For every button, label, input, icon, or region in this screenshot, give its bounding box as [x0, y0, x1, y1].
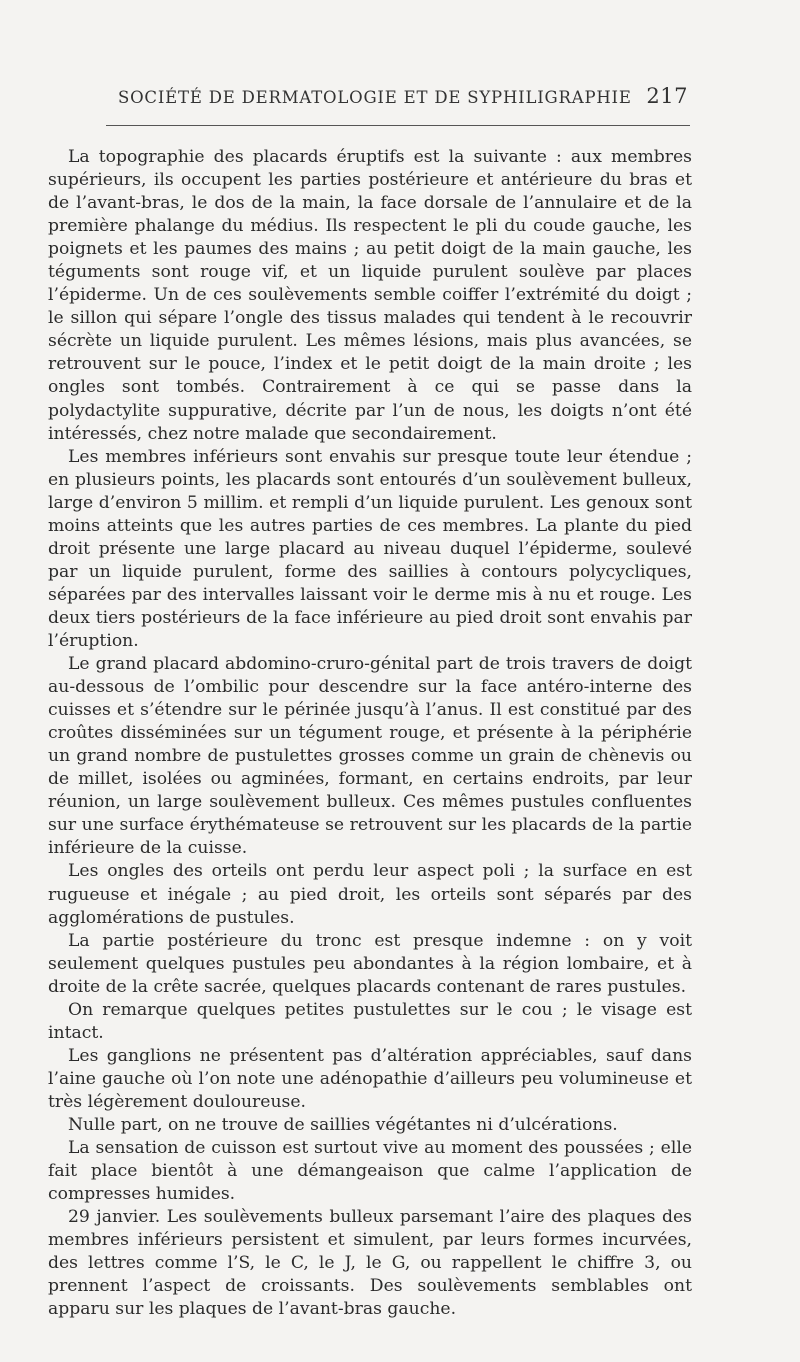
- paragraph-abdominal-placard: Le grand placard abdomino-cruro-génital part de trois travers de doigt au-dessous de l’ombilic pour descendre sur la face antéro-interne des cuisses et s’étendre sur le périnée jusqu’à l’anus. Il est constitué par des croûtes disséminées sur un tégument rouge, et présente à la périphérie un grand nombre de pustulettes grosses comme un grain de chènevis ou de millet, isolées ou agminées, formant, en certains endroits, par leur réunion, un large soulèvement bulleux. Ces mêmes pustules confluentes sur une surface érythémateuse se retrouvent sur les placards de la partie inférieure de la cuisse.: [48, 654, 692, 859]
- paragraph-ganglions: Les ganglions ne présentent pas d’altération appréciables, sauf dans l’aine gauche où l’on note une adénopathie d’ailleurs peu volumineuse et très légèrement douloureuse.: [48, 1045, 692, 1112]
- running-title: SOCIÉTÉ DE DERMATOLOGIE ET DE SYPHILIGRAPHIE: [118, 88, 632, 107]
- body-text: [48, 146, 692, 1321]
- paragraph-january-29: 29 janvier. Les soulèvements bulleux parsemant l’aire des plaques des membres inférieurs persistent et simulent, par leurs formes incurvées, des lettres comme l’S, le C, le J, le G, ou rappellent le chiffre 3, ou prennent l’aspect de croissants. Des soulèvements semblables ont apparu sur les plaques de l’avant-bras gauche.: [48, 1207, 692, 1320]
- paragraph-no-vegetations: Nulle part, on ne trouve de saillies végétantes ni d’ulcérations.: [68, 1114, 618, 1135]
- paragraph-neck: On remarque quelques petites pustulettes sur le cou ; le visage est intact.: [48, 999, 692, 1043]
- running-head: [118, 86, 688, 112]
- page-number: 217: [646, 84, 688, 108]
- paragraph-topography: La topographie des placards éruptifs est la suivante : aux membres supérieurs, ils occupent les parties postérieure et antérieure du bras et de l’avant-bras, le dos de la main, la face dorsale de l’annulaire et de la première phalange du médius. Ils respectent le pli du coude gauche, les poignets et les paumes des mains ; au petit doigt de la main gauche, les téguments sont rouge vif, et un liquide purulent soulève par places l’épiderme. Un de ces soulèvements semble coiffer l’extrémité du doigt ; le sillon qui sépare l’ongle des tissus malades qui tendent à le recouvrir sécrète un liquide purulent. Les mêmes lésions, mais plus avancées, se retrouvent sur le pouce, l’index et le petit doigt de la main droite ; les ongles sont tombés. Contrairement à ce qui se passe dans la polydactylite suppurative, décrite par l’un de nous, les doigts n’ont été intéressés, chez notre malade que secondairement.: [48, 147, 692, 444]
- paragraph-lower-limbs: Les membres inférieurs sont envahis sur presque toute leur étendue ; en plusieurs points, les placards sont entourés d’un soulèvement bulleux, large d’environ 5 millim. et rempli d’un liquide purulent. Les genoux sont moins atteints que les autres parties de ces membres. La plante du pied droit présente une large placard au niveau duquel l’épiderme, soulevé par un liquide purulent, forme des saillies à contours polycycliques, séparées par des intervalles laissant voir le derme mis à nu et rouge. Les deux tiers postérieurs de la face inférieure au pied droit sont envahis par l’éruption.: [48, 446, 692, 651]
- header-rule: [106, 125, 690, 126]
- paragraph-sensation: La sensation de cuisson est surtout vive au moment des poussées ; elle fait place bientôt à une démangeaison que calme l’application de compresses humides.: [48, 1138, 692, 1205]
- paragraph-toenails: Les ongles des orteils ont perdu leur aspect poli ; la surface en est rugueuse et inégale ; au pied droit, les orteils sont séparés par des agglomérations de pustules.: [48, 861, 692, 928]
- paragraph-trunk: La partie postérieure du tronc est presque indemne : on y voit seulement quelques pustules peu abondantes à la région lombaire, et à droite de la crête sacrée, quelques placards contenant de rares pustules.: [48, 930, 692, 997]
